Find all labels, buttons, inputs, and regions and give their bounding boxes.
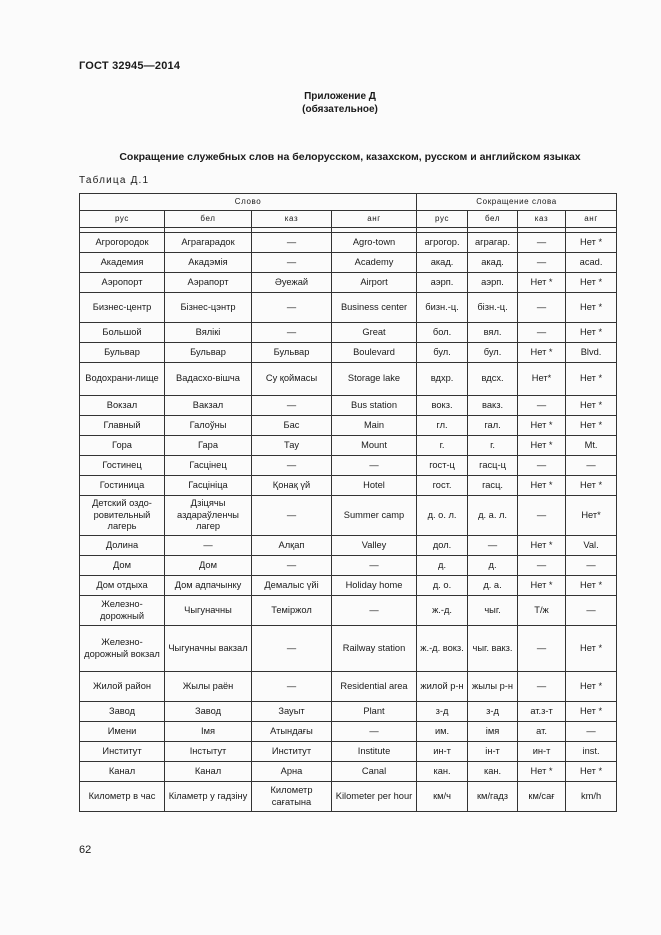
table-cell: Тау <box>252 436 332 456</box>
table-cell: аэрп. <box>417 273 468 293</box>
table-cell: Долина <box>80 536 165 556</box>
table-cell: Нет* <box>566 496 617 536</box>
table-cell: — <box>332 722 417 742</box>
table-cell: Қонақ үй <box>252 476 332 496</box>
table-cell: кан. <box>468 762 518 782</box>
table-cell: вял. <box>468 323 518 343</box>
table-cell: гост. <box>417 476 468 496</box>
table-cell: Агрогородок <box>80 233 165 253</box>
table-cell: агрогор. <box>417 233 468 253</box>
table-cell: — <box>518 253 566 273</box>
table-cell: — <box>518 556 566 576</box>
table-cell: вокз. <box>417 396 468 416</box>
table-cell: Канал <box>80 762 165 782</box>
table-row <box>80 436 617 456</box>
table-row <box>80 596 617 626</box>
table-cell: Арна <box>252 762 332 782</box>
table-cell: Business center <box>332 293 417 323</box>
table-cell: Інстытут <box>165 742 252 762</box>
table-cell: Дзіцячы аздараўленчы лагер <box>165 496 252 536</box>
table-cell: ж.-д. вокз. <box>417 626 468 672</box>
col-header: анг <box>332 211 417 228</box>
table-cell: — <box>165 536 252 556</box>
table-cell: км/сағ <box>518 782 566 812</box>
table-cell: Бульвар <box>80 343 165 363</box>
table-cell: гл. <box>417 416 468 436</box>
table-cell: Нет* <box>518 363 566 396</box>
table-row <box>80 273 617 293</box>
table-cell: чыг. вакз. <box>468 626 518 672</box>
table-cell: Holiday home <box>332 576 417 596</box>
table-cell: — <box>468 536 518 556</box>
table-cell: — <box>252 672 332 702</box>
table-cell: Нет * <box>518 576 566 596</box>
table-cell: Нет * <box>566 396 617 416</box>
table-cell: Нет * <box>518 343 566 363</box>
table-cell: д. <box>417 556 468 576</box>
table-row <box>80 496 617 536</box>
table-cell: ин-т <box>417 742 468 762</box>
table-cell: Нет * <box>518 416 566 436</box>
table-cell: Железно-дорожный <box>80 596 165 626</box>
table-cell: Hotel <box>332 476 417 496</box>
table-cell: Дом <box>80 556 165 576</box>
table-cell: — <box>518 323 566 343</box>
table-row <box>80 233 617 253</box>
table-cell: Нет * <box>518 436 566 456</box>
table-cell: Val. <box>566 536 617 556</box>
table-cell: ін-т <box>468 742 518 762</box>
table-cell: Bus station <box>332 396 417 416</box>
table-cell: Mount <box>332 436 417 456</box>
table-row <box>80 363 617 396</box>
col-header: бел <box>468 211 518 228</box>
table-cell: Галоўны <box>165 416 252 436</box>
table-cell: Детский оздо-ровительный лагерь <box>80 496 165 536</box>
table-row <box>80 742 617 762</box>
group-header-word: Слово <box>80 194 417 211</box>
table-cell: Завод <box>165 702 252 722</box>
table-cell: Бульвар <box>252 343 332 363</box>
table-cell: Жылы раён <box>165 672 252 702</box>
col-header: каз <box>252 211 332 228</box>
table-row <box>80 396 617 416</box>
table-cell: ат. <box>518 722 566 742</box>
table-cell: Canal <box>332 762 417 782</box>
table-cell: Дом <box>165 556 252 576</box>
table-cell: Вакзал <box>165 396 252 416</box>
table-row <box>80 556 617 576</box>
table-cell: чыг. <box>468 596 518 626</box>
table-cell: д. о. л. <box>417 496 468 536</box>
table-cell: акад. <box>468 253 518 273</box>
table-cell: — <box>252 293 332 323</box>
table-cell: Алқап <box>252 536 332 556</box>
table-cell: Residential area <box>332 672 417 702</box>
table-cell: Нет * <box>566 762 617 782</box>
table-cell: Blvd. <box>566 343 617 363</box>
table-row <box>80 293 617 323</box>
table-cell: кан. <box>417 762 468 782</box>
table-cell: Storage lake <box>332 363 417 396</box>
table-cell: Нет * <box>566 672 617 702</box>
table-cell: — <box>332 556 417 576</box>
table-cell: Километр в час <box>80 782 165 812</box>
table-cell: Summer camp <box>332 496 417 536</box>
table-cell: — <box>332 456 417 476</box>
table-cell: гост-ц <box>417 456 468 476</box>
col-header: анг <box>566 211 617 228</box>
table-cell: Academy <box>332 253 417 273</box>
table-cell: бол. <box>417 323 468 343</box>
table-row <box>80 253 617 273</box>
table-cell: Нет * <box>566 273 617 293</box>
table-cell: Valley <box>332 536 417 556</box>
table-cell: бул. <box>468 343 518 363</box>
table-cell: — <box>252 253 332 273</box>
table-cell: вдхр. <box>417 363 468 396</box>
table-cell: Нет * <box>566 233 617 253</box>
table-cell: Institute <box>332 742 417 762</box>
table-cell: Нет * <box>566 576 617 596</box>
table-cell: акад. <box>417 253 468 273</box>
table-cell: Гара <box>165 436 252 456</box>
table-cell: Вялікі <box>165 323 252 343</box>
table-cell: Plant <box>332 702 417 722</box>
table-cell: Канал <box>165 762 252 782</box>
table-cell: км/ч <box>417 782 468 812</box>
table-cell: Main <box>332 416 417 436</box>
table-cell: ж.-д. <box>417 596 468 626</box>
table-cell: ин-т <box>518 742 566 762</box>
table-cell: — <box>252 456 332 476</box>
table-cell: Нет * <box>566 416 617 436</box>
table-cell: км/гадз <box>468 782 518 812</box>
table-cell: Акадэмія <box>165 253 252 273</box>
table-cell: Т/ж <box>518 596 566 626</box>
table-cell: д. а. <box>468 576 518 596</box>
table-cell: імя <box>468 722 518 742</box>
section-heading: Сокращение служебных слов на белорусском, казахском, русском и английском языках <box>119 151 581 163</box>
table-cell: Большой <box>80 323 165 343</box>
table-cell: д. <box>468 556 518 576</box>
table-cell: — <box>252 233 332 253</box>
table-cell: Гора <box>80 436 165 456</box>
table-cell: Нет * <box>566 626 617 672</box>
table-cell: гал. <box>468 416 518 436</box>
table-cell: Академия <box>80 253 165 273</box>
table-cell: гасц. <box>468 476 518 496</box>
table-cell: им. <box>417 722 468 742</box>
table-cell: вакз. <box>468 396 518 416</box>
table-cell: Километр сағатына <box>252 782 332 812</box>
page-number: 62 <box>79 844 92 856</box>
table-cell: — <box>518 672 566 702</box>
table-row <box>80 782 617 812</box>
group-header-row <box>80 194 617 211</box>
table-cell: Главный <box>80 416 165 436</box>
table-cell: — <box>518 626 566 672</box>
table-row <box>80 323 617 343</box>
table-cell: Завод <box>80 702 165 722</box>
table-cell: Нет * <box>566 363 617 396</box>
group-header-abbreviation: Сокращение слова <box>417 194 617 211</box>
table-cell: Нет * <box>566 702 617 722</box>
table-cell: Boulevard <box>332 343 417 363</box>
table-row <box>80 626 617 672</box>
table-cell: — <box>252 323 332 343</box>
col-header: рус <box>417 211 468 228</box>
table-cell: — <box>518 233 566 253</box>
table-row <box>80 476 617 496</box>
table-cell: жилой р-н <box>417 672 468 702</box>
table-cell: Гостинец <box>80 456 165 476</box>
table-cell: Әуежай <box>252 273 332 293</box>
standard-number: ГОСТ 32945—2014 <box>79 60 181 72</box>
table-cell: д. а. л. <box>468 496 518 536</box>
table-cell: з-д <box>468 702 518 722</box>
table-cell: — <box>252 496 332 536</box>
table-row <box>80 456 617 476</box>
table-cell: Airport <box>332 273 417 293</box>
table-cell: Демалыс үйі <box>252 576 332 596</box>
abbreviation-table <box>79 193 617 812</box>
table-cell: Agro-town <box>332 233 417 253</box>
table-cell: Дом адпачынку <box>165 576 252 596</box>
table-cell: Kilometer per hour <box>332 782 417 812</box>
table-row <box>80 702 617 722</box>
table-cell: Водохрани-лище <box>80 363 165 396</box>
table-row <box>80 576 617 596</box>
table-cell: Нет * <box>566 293 617 323</box>
table-cell: Институт <box>80 742 165 762</box>
table-cell: Имени <box>80 722 165 742</box>
table-row <box>80 416 617 436</box>
annex-status: (обязательное) <box>302 104 378 115</box>
table-body <box>80 233 617 812</box>
table-cell: Railway station <box>332 626 417 672</box>
table-cell: Кіламетр у гадзіну <box>165 782 252 812</box>
table-cell: — <box>566 556 617 576</box>
table-cell: Імя <box>165 722 252 742</box>
table-cell: Институт <box>252 742 332 762</box>
table-cell: жылы р-н <box>468 672 518 702</box>
table-cell: Аграгарадок <box>165 233 252 253</box>
table-cell: гасц-ц <box>468 456 518 476</box>
table-cell: г. <box>417 436 468 456</box>
table-cell: — <box>252 396 332 416</box>
table-cell: acad. <box>566 253 617 273</box>
table-cell: Бульвар <box>165 343 252 363</box>
col-header: рус <box>80 211 165 228</box>
table-cell: km/h <box>566 782 617 812</box>
table-cell: г. <box>468 436 518 456</box>
table-cell: дол. <box>417 536 468 556</box>
table-cell: вдсх. <box>468 363 518 396</box>
table-cell: — <box>518 496 566 536</box>
table-cell: д. о. <box>417 576 468 596</box>
table-cell: Жилой район <box>80 672 165 702</box>
table-cell: Железно-дорожный вокзал <box>80 626 165 672</box>
table-cell: Чыгуначны <box>165 596 252 626</box>
table-cell: Аэрапорт <box>165 273 252 293</box>
table-cell: — <box>518 456 566 476</box>
table-cell: Зауыт <box>252 702 332 722</box>
table-cell: Атындағы <box>252 722 332 742</box>
table-cell: Гостиница <box>80 476 165 496</box>
table-cell: Гасцініца <box>165 476 252 496</box>
table-cell: аэрп. <box>468 273 518 293</box>
table-cell: аграгар. <box>468 233 518 253</box>
table-cell: Чыгуначны вакзал <box>165 626 252 672</box>
table-cell: Бізнес-цэнтр <box>165 293 252 323</box>
annex-heading <box>240 90 440 116</box>
table-cell: Бизнес-центр <box>80 293 165 323</box>
table-cell: бул. <box>417 343 468 363</box>
table-cell: Нет * <box>518 536 566 556</box>
table-row <box>80 762 617 782</box>
table-cell: Теміржол <box>252 596 332 626</box>
table-cell: — <box>566 596 617 626</box>
annex-title: Приложение Д <box>304 91 376 102</box>
table-cell: Нет * <box>518 762 566 782</box>
table-cell: бізн.-ц. <box>468 293 518 323</box>
table-cell: — <box>518 396 566 416</box>
table-cell: Great <box>332 323 417 343</box>
table-row <box>80 722 617 742</box>
table-caption: Таблица Д.1 <box>79 175 150 186</box>
table-cell: — <box>566 456 617 476</box>
table-cell: Дом отдыха <box>80 576 165 596</box>
table-cell: Гасцінец <box>165 456 252 476</box>
table-cell: Вокзал <box>80 396 165 416</box>
table-cell: Аэропорт <box>80 273 165 293</box>
table-cell: — <box>566 722 617 742</box>
sub-header-row <box>80 211 617 228</box>
table-cell: Нет * <box>566 476 617 496</box>
table-cell: бизн.-ц. <box>417 293 468 323</box>
table-cell: ат.з-т <box>518 702 566 722</box>
table-cell: — <box>518 293 566 323</box>
table-cell: Нет * <box>518 476 566 496</box>
table-cell: — <box>252 556 332 576</box>
col-header: бел <box>165 211 252 228</box>
table-cell: Нет * <box>566 323 617 343</box>
table-cell: — <box>332 596 417 626</box>
table-cell: — <box>252 626 332 672</box>
table-cell: з-д <box>417 702 468 722</box>
col-header: каз <box>518 211 566 228</box>
table-row <box>80 672 617 702</box>
table-cell: Нет * <box>518 273 566 293</box>
table-cell: inst. <box>566 742 617 762</box>
table-cell: Вадасхо-вішча <box>165 363 252 396</box>
table-cell: Mt. <box>566 436 617 456</box>
table-cell: Су қоймасы <box>252 363 332 396</box>
table-cell: Бас <box>252 416 332 436</box>
table-row <box>80 343 617 363</box>
table-row <box>80 536 617 556</box>
